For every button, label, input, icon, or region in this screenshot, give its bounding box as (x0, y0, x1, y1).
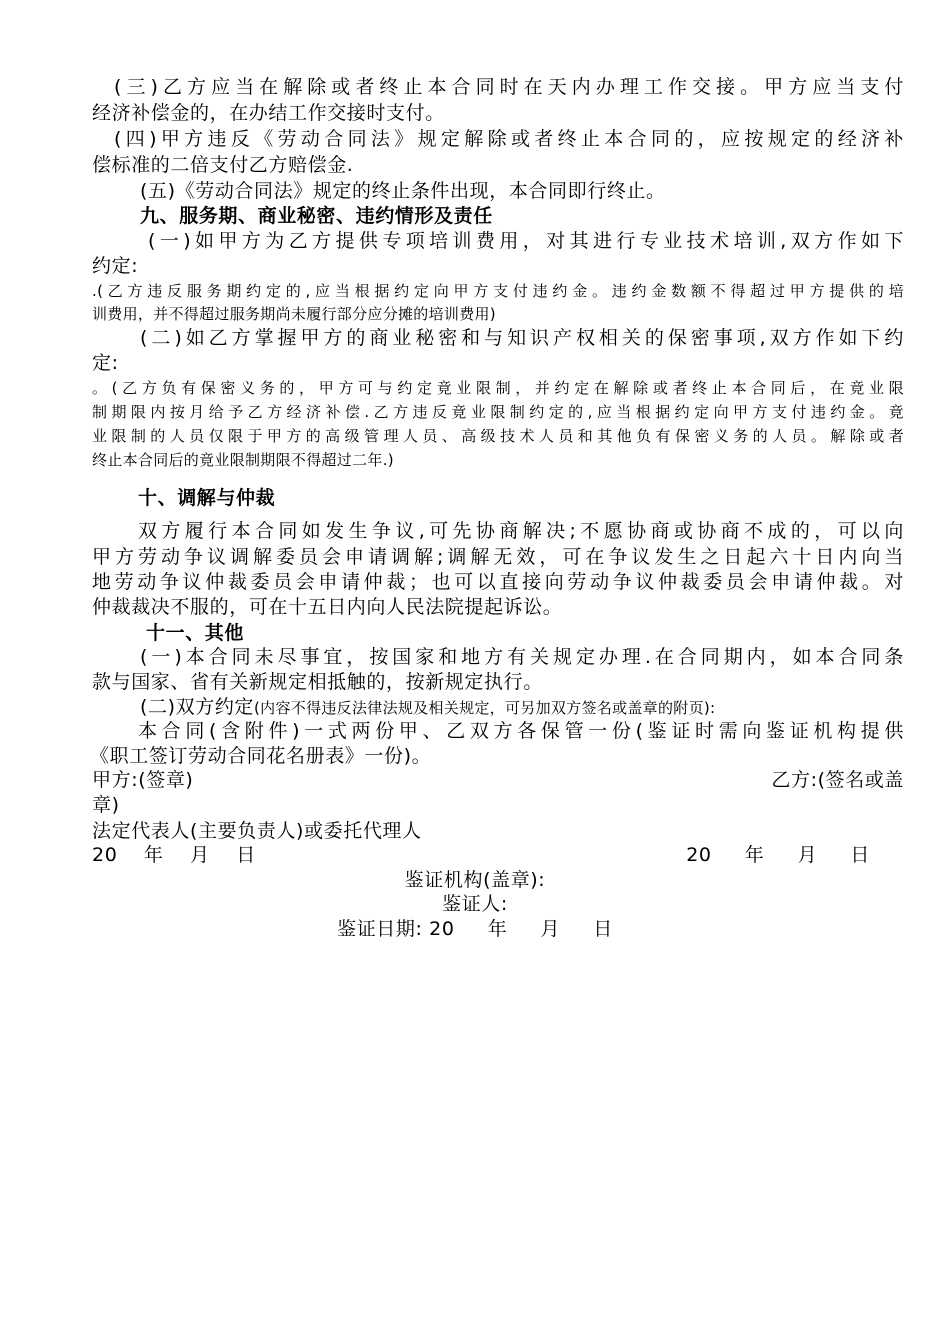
clause9-item1-line2: 约定: (92, 255, 139, 277)
verification-agency: 鉴证机构(盖章): (404, 869, 546, 891)
clause10-para-line2: 甲方劳动争议调解委员会申请调解;调解无效，可在争议发生之日起六十日内向当 (92, 546, 904, 568)
clause11-item1-line1: (一)本合同未尽事宜，按国家和地方有关规定办理.在合同期内，如本合同条 (140, 646, 904, 668)
clause11-copies-line2: 《职工签订劳动合同花名册表》一份)。 (90, 745, 432, 767)
clause10-para-line4: 仲裁裁决不服的，可在十五日内向人民法院提起诉讼。 (92, 596, 563, 618)
clause9-note2-line3: 业限制的人员仅限于甲方的高级管理人员、高级技术人员和其他负有保密义务的人员。解除或者 (92, 427, 904, 445)
clause8-item3-line2: 经济补偿金的，在办结工作交接时支付。 (92, 102, 445, 124)
clause9-note1-line1: .(乙方违反服务期约定的,应当根据约定向甲方支付违约金。违约金数额不得超过甲方提供的培 (92, 282, 904, 300)
clause11-item2 (140, 694, 950, 721)
clause11-item1-line2: 款与国家、省有关新规定相抵触的，按新规定执行。 (92, 671, 543, 693)
clause8-item4-line1: (四)甲方违反《劳动合同法》规定解除或者终止本合同的，应按规定的经济补 (114, 128, 904, 150)
clause8-item4-line2: 偿标准的二倍支付乙方赔偿金. (92, 154, 354, 176)
party-b-date: 20 年 月 日 (686, 844, 870, 866)
clause8-item5: (五)《劳动合同法》规定的终止条件出现，本合同即行终止。 (140, 180, 666, 202)
clause10-heading: 十、调解与仲裁 (138, 487, 276, 509)
clause9-note1-line2: 训费用，并不得超过服务期尚未履行部分应分摊的培训费用) (92, 305, 496, 323)
party-b-signature-cont: 章) (92, 794, 120, 816)
clause9-item2-line2: 定: (92, 352, 119, 374)
clause9-item2-line1: (二)如乙方掌握甲方的商业秘密和与知识产权相关的保密事项,双方作如下约 (140, 327, 904, 349)
clause9-note2-line1: 。(乙方负有保密义务的，甲方可与约定竟业限制，并约定在解除或者终止本合同后，在竟业限 (92, 379, 904, 397)
clause10-para-line3: 地劳动争议仲裁委员会申请仲裁；也可以直接向劳动争议仲裁委员会申请仲裁。对 (92, 571, 904, 593)
clause11-heading: 十一、其他 (146, 622, 245, 644)
clause9-heading: 九、服务期、商业秘密、违约情形及责任 (140, 205, 493, 227)
clause8-item3-line1: (三)乙方应当在解除或者终止本合同时在天内办理工作交接。甲方应当支付 (114, 76, 904, 98)
verification-date: 鉴证日期: 20 年 月 日 (337, 918, 613, 940)
clause9-note2-line4: 终止本合同后的竟业限制期限不得超过二年.) (92, 451, 394, 469)
clause11-item2-note: (内容不得违反法律法规及相关规定，可另加双方签名或盖章的附页): (254, 699, 716, 717)
party-a-date: 20 年 月 日 (92, 844, 256, 866)
clause9-item1-line1: (一)如甲方为乙方提供专项培训费用，对其进行专业技术培训,双方作如下 (148, 230, 904, 252)
clause11-item2-label: (二)双方约定 (140, 696, 255, 718)
party-a-signature: 甲方:(签章) (92, 769, 194, 791)
verifier: 鉴证人: (442, 893, 508, 915)
clause11-copies-line1: 本合同(含附件)一式两份甲、乙双方各保管一份(鉴证时需向鉴证机构提供 (138, 720, 904, 742)
legal-representative: 法定代表人(主要负责人)或委托代理人 (92, 820, 422, 842)
clause10-para-line1: 双方履行本合同如发生争议,可先协商解决;不愿协商或协商不成的，可以向 (138, 520, 904, 542)
party-b-signature: 乙方:(签名或盖 (771, 769, 904, 791)
clause9-note2-line2: 制期限内按月给予乙方经济补偿.乙方违反竟业限制约定的,应当根据约定向甲方支付违约金。竟 (92, 403, 904, 421)
